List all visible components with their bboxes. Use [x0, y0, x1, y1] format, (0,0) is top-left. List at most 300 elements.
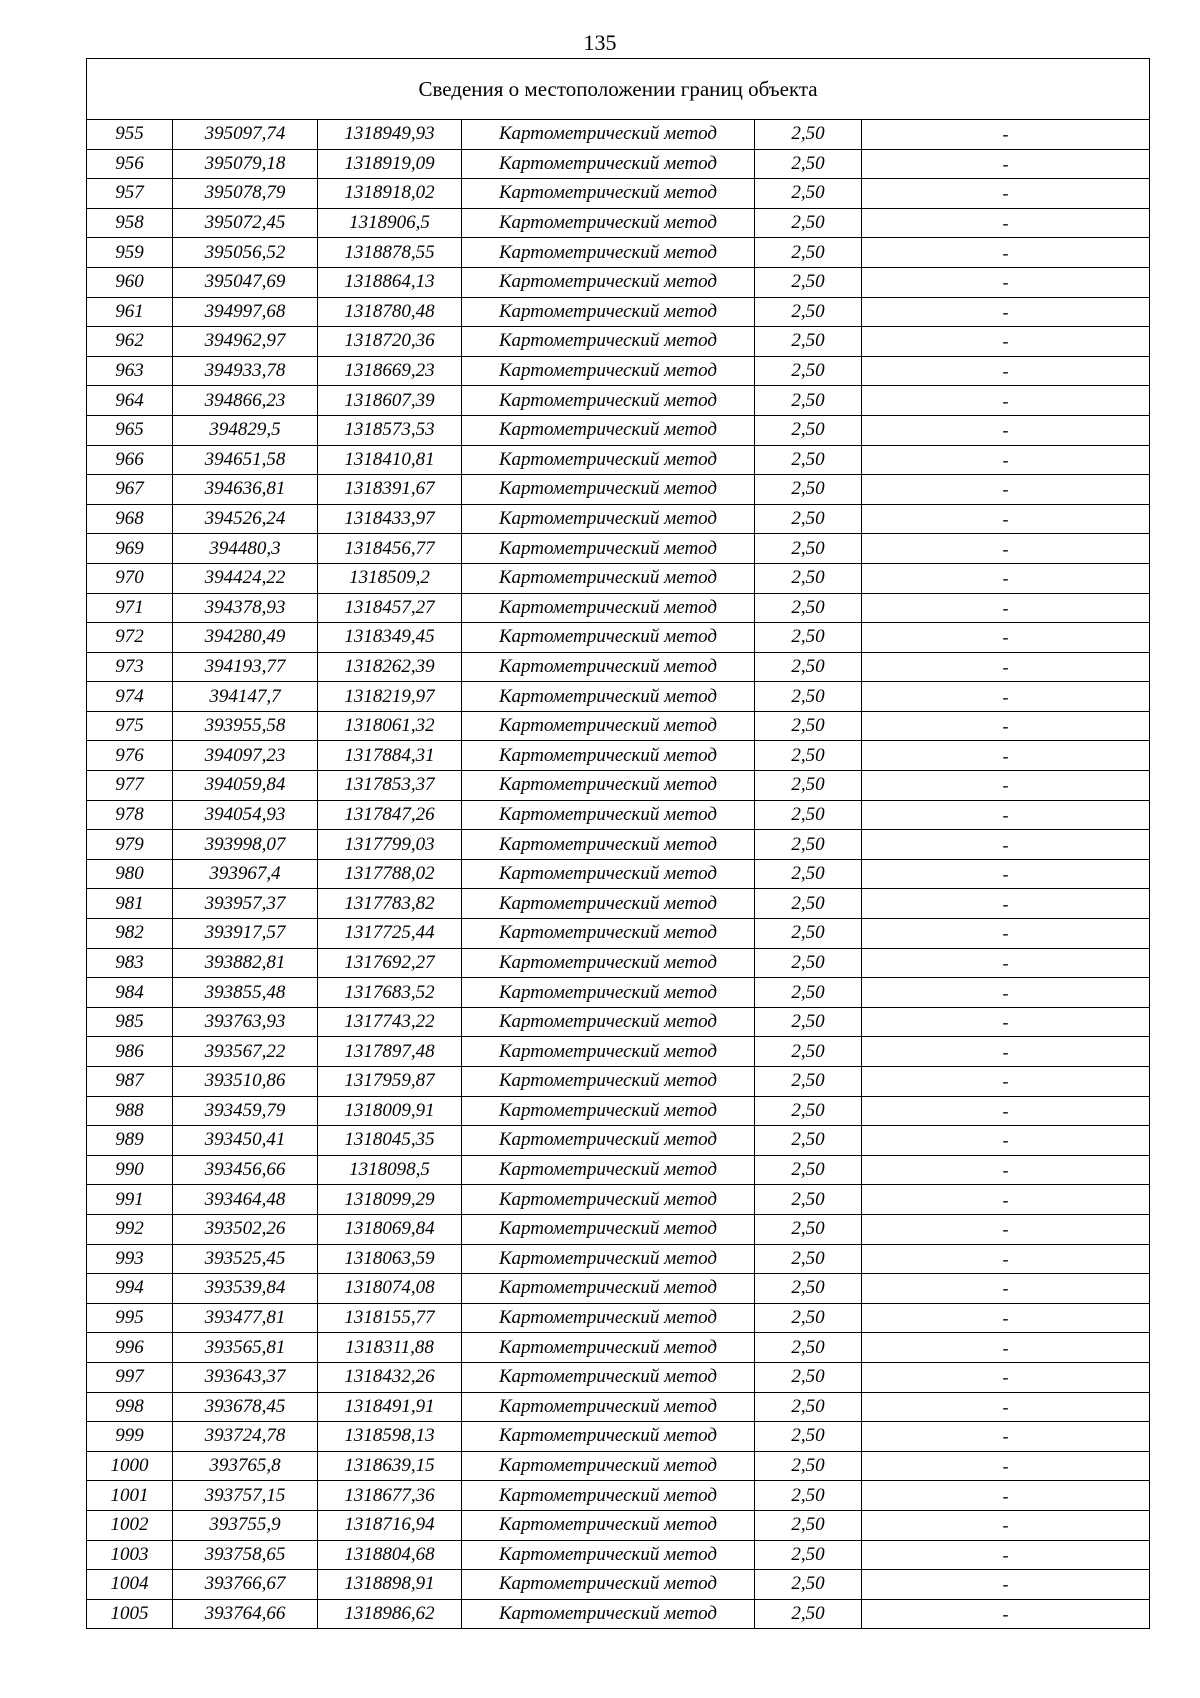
x-coordinate-cell: 393998,07 [173, 830, 318, 860]
accuracy-cell: 2,50 [755, 563, 862, 593]
point-number-cell: 973 [87, 652, 173, 682]
note-cell: - [862, 1067, 1150, 1097]
y-coordinate-cell: 1318045,35 [318, 1126, 462, 1156]
y-coordinate-cell: 1318878,55 [318, 238, 462, 268]
x-coordinate-cell: 393955,58 [173, 711, 318, 741]
point-number-cell: 977 [87, 771, 173, 801]
note-cell: - [862, 208, 1150, 238]
accuracy-cell: 2,50 [755, 800, 862, 830]
accuracy-cell: 2,50 [755, 1214, 862, 1244]
accuracy-cell: 2,50 [755, 1155, 862, 1185]
point-number-cell: 997 [87, 1362, 173, 1392]
x-coordinate-cell: 394193,77 [173, 652, 318, 682]
table-row [87, 475, 1150, 505]
method-cell: Картометрический метод [462, 534, 755, 564]
y-coordinate-cell: 1318607,39 [318, 386, 462, 416]
method-cell: Картометрический метод [462, 1185, 755, 1215]
table-row [87, 830, 1150, 860]
accuracy-cell: 2,50 [755, 1333, 862, 1363]
accuracy-cell: 2,50 [755, 593, 862, 623]
method-cell: Картометрический метод [462, 1333, 755, 1363]
method-cell: Картометрический метод [462, 1362, 755, 1392]
table-row [87, 889, 1150, 919]
table-row [87, 356, 1150, 386]
method-cell: Картометрический метод [462, 1451, 755, 1481]
accuracy-cell: 2,50 [755, 771, 862, 801]
accuracy-cell: 2,50 [755, 238, 862, 268]
x-coordinate-cell: 395097,74 [173, 120, 318, 150]
table-row [87, 1185, 1150, 1215]
x-coordinate-cell: 393724,78 [173, 1422, 318, 1452]
y-coordinate-cell: 1318009,91 [318, 1096, 462, 1126]
note-cell: - [862, 1333, 1150, 1363]
y-coordinate-cell: 1318456,77 [318, 534, 462, 564]
note-cell: - [862, 859, 1150, 889]
accuracy-cell: 2,50 [755, 534, 862, 564]
method-cell: Картометрический метод [462, 741, 755, 771]
y-coordinate-cell: 1317847,26 [318, 800, 462, 830]
x-coordinate-cell: 395072,45 [173, 208, 318, 238]
note-cell: - [862, 1451, 1150, 1481]
method-cell: Картометрический метод [462, 889, 755, 919]
y-coordinate-cell: 1318864,13 [318, 267, 462, 297]
table-row [87, 948, 1150, 978]
y-coordinate-cell: 1318573,53 [318, 415, 462, 445]
method-cell: Картометрический метод [462, 1067, 755, 1097]
x-coordinate-cell: 393764,66 [173, 1599, 318, 1629]
note-cell: - [862, 356, 1150, 386]
point-number-cell: 965 [87, 415, 173, 445]
table-row [87, 1096, 1150, 1126]
method-cell: Картометрический метод [462, 682, 755, 712]
x-coordinate-cell: 394829,5 [173, 415, 318, 445]
accuracy-cell: 2,50 [755, 1362, 862, 1392]
table-row [87, 504, 1150, 534]
method-cell: Картометрический метод [462, 1481, 755, 1511]
accuracy-cell: 2,50 [755, 623, 862, 653]
method-cell: Картометрический метод [462, 1214, 755, 1244]
table-row [87, 327, 1150, 357]
method-cell: Картометрический метод [462, 1599, 755, 1629]
note-cell: - [862, 652, 1150, 682]
table-row [87, 534, 1150, 564]
note-cell: - [862, 1244, 1150, 1274]
y-coordinate-cell: 1318509,2 [318, 563, 462, 593]
point-number-cell: 987 [87, 1067, 173, 1097]
point-number-cell: 1003 [87, 1540, 173, 1570]
y-coordinate-cell: 1318155,77 [318, 1303, 462, 1333]
accuracy-cell: 2,50 [755, 682, 862, 712]
note-cell: - [862, 593, 1150, 623]
note-cell: - [862, 120, 1150, 150]
point-number-cell: 980 [87, 859, 173, 889]
method-cell: Картометрический метод [462, 238, 755, 268]
y-coordinate-cell: 1318219,97 [318, 682, 462, 712]
note-cell: - [862, 978, 1150, 1008]
method-cell: Картометрический метод [462, 1510, 755, 1540]
method-cell: Картометрический метод [462, 593, 755, 623]
accuracy-cell: 2,50 [755, 415, 862, 445]
table-row [87, 682, 1150, 712]
method-cell: Картометрический метод [462, 267, 755, 297]
x-coordinate-cell: 394866,23 [173, 386, 318, 416]
table-row [87, 445, 1150, 475]
y-coordinate-cell: 1317959,87 [318, 1067, 462, 1097]
table-row [87, 267, 1150, 297]
x-coordinate-cell: 394636,81 [173, 475, 318, 505]
y-coordinate-cell: 1318598,13 [318, 1422, 462, 1452]
y-coordinate-cell: 1318720,36 [318, 327, 462, 357]
y-coordinate-cell: 1317743,22 [318, 1007, 462, 1037]
table-row [87, 1126, 1150, 1156]
x-coordinate-cell: 394933,78 [173, 356, 318, 386]
point-number-cell: 976 [87, 741, 173, 771]
note-cell: - [862, 1037, 1150, 1067]
point-number-cell: 1000 [87, 1451, 173, 1481]
method-cell: Картометрический метод [462, 386, 755, 416]
method-cell: Картометрический метод [462, 297, 755, 327]
y-coordinate-cell: 1318986,62 [318, 1599, 462, 1629]
note-cell: - [862, 238, 1150, 268]
x-coordinate-cell: 393456,66 [173, 1155, 318, 1185]
y-coordinate-cell: 1318919,09 [318, 149, 462, 179]
method-cell: Картометрический метод [462, 1570, 755, 1600]
x-coordinate-cell: 395056,52 [173, 238, 318, 268]
y-coordinate-cell: 1318780,48 [318, 297, 462, 327]
method-cell: Картометрический метод [462, 830, 755, 860]
y-coordinate-cell: 1317783,82 [318, 889, 462, 919]
point-number-cell: 978 [87, 800, 173, 830]
note-cell: - [862, 800, 1150, 830]
accuracy-cell: 2,50 [755, 830, 862, 860]
x-coordinate-cell: 394480,3 [173, 534, 318, 564]
x-coordinate-cell: 393967,4 [173, 859, 318, 889]
y-coordinate-cell: 1318639,15 [318, 1451, 462, 1481]
note-cell: - [862, 1126, 1150, 1156]
method-cell: Картометрический метод [462, 475, 755, 505]
y-coordinate-cell: 1318669,23 [318, 356, 462, 386]
point-number-cell: 984 [87, 978, 173, 1008]
note-cell: - [862, 1570, 1150, 1600]
x-coordinate-cell: 393464,48 [173, 1185, 318, 1215]
accuracy-cell: 2,50 [755, 859, 862, 889]
method-cell: Картометрический метод [462, 563, 755, 593]
table-row [87, 1274, 1150, 1304]
accuracy-cell: 2,50 [755, 711, 862, 741]
point-number-cell: 994 [87, 1274, 173, 1304]
method-cell: Картометрический метод [462, 652, 755, 682]
point-number-cell: 1002 [87, 1510, 173, 1540]
accuracy-cell: 2,50 [755, 1303, 862, 1333]
note-cell: - [862, 445, 1150, 475]
point-number-cell: 1005 [87, 1599, 173, 1629]
accuracy-cell: 2,50 [755, 504, 862, 534]
y-coordinate-cell: 1318063,59 [318, 1244, 462, 1274]
y-coordinate-cell: 1318804,68 [318, 1540, 462, 1570]
accuracy-cell: 2,50 [755, 741, 862, 771]
accuracy-cell: 2,50 [755, 1599, 862, 1629]
y-coordinate-cell: 1318432,26 [318, 1362, 462, 1392]
point-number-cell: 992 [87, 1214, 173, 1244]
table-row [87, 1362, 1150, 1392]
x-coordinate-cell: 394054,93 [173, 800, 318, 830]
table-body [87, 120, 1150, 1629]
note-cell: - [862, 179, 1150, 209]
x-coordinate-cell: 395047,69 [173, 267, 318, 297]
y-coordinate-cell: 1318949,93 [318, 120, 462, 150]
method-cell: Картометрический метод [462, 1274, 755, 1304]
method-cell: Картометрический метод [462, 771, 755, 801]
point-number-cell: 958 [87, 208, 173, 238]
note-cell: - [862, 1274, 1150, 1304]
accuracy-cell: 2,50 [755, 652, 862, 682]
method-cell: Картометрический метод [462, 1037, 755, 1067]
accuracy-cell: 2,50 [755, 1126, 862, 1156]
accuracy-cell: 2,50 [755, 1067, 862, 1097]
y-coordinate-cell: 1318457,27 [318, 593, 462, 623]
method-cell: Картометрический метод [462, 149, 755, 179]
table-row [87, 1540, 1150, 1570]
accuracy-cell: 2,50 [755, 1481, 862, 1511]
method-cell: Картометрический метод [462, 1244, 755, 1274]
accuracy-cell: 2,50 [755, 1007, 862, 1037]
accuracy-cell: 2,50 [755, 120, 862, 150]
point-number-cell: 968 [87, 504, 173, 534]
table-row [87, 1037, 1150, 1067]
accuracy-cell: 2,50 [755, 386, 862, 416]
method-cell: Картометрический метод [462, 948, 755, 978]
note-cell: - [862, 1096, 1150, 1126]
x-coordinate-cell: 394424,22 [173, 563, 318, 593]
table-row [87, 1214, 1150, 1244]
method-cell: Картометрический метод [462, 1422, 755, 1452]
accuracy-cell: 2,50 [755, 978, 862, 1008]
note-cell: - [862, 948, 1150, 978]
method-cell: Картометрический метод [462, 800, 755, 830]
y-coordinate-cell: 1318433,97 [318, 504, 462, 534]
point-number-cell: 988 [87, 1096, 173, 1126]
point-number-cell: 981 [87, 889, 173, 919]
table-title: Сведения о местоположении границ объекта [87, 59, 1150, 120]
note-cell: - [862, 623, 1150, 653]
x-coordinate-cell: 394997,68 [173, 297, 318, 327]
y-coordinate-cell: 1317853,37 [318, 771, 462, 801]
note-cell: - [862, 475, 1150, 505]
method-cell: Картометрический метод [462, 179, 755, 209]
point-number-cell: 990 [87, 1155, 173, 1185]
table-row [87, 238, 1150, 268]
x-coordinate-cell: 393539,84 [173, 1274, 318, 1304]
x-coordinate-cell: 393525,45 [173, 1244, 318, 1274]
method-cell: Картометрический метод [462, 356, 755, 386]
note-cell: - [862, 534, 1150, 564]
x-coordinate-cell: 393477,81 [173, 1303, 318, 1333]
table-row [87, 978, 1150, 1008]
accuracy-cell: 2,50 [755, 948, 862, 978]
accuracy-cell: 2,50 [755, 1451, 862, 1481]
table-row [87, 1392, 1150, 1422]
note-cell: - [862, 1007, 1150, 1037]
table-row [87, 711, 1150, 741]
x-coordinate-cell: 393565,81 [173, 1333, 318, 1363]
point-number-cell: 983 [87, 948, 173, 978]
note-cell: - [862, 1303, 1150, 1333]
table-row [87, 1244, 1150, 1274]
note-cell: - [862, 327, 1150, 357]
method-cell: Картометрический метод [462, 859, 755, 889]
note-cell: - [862, 1510, 1150, 1540]
y-coordinate-cell: 1317725,44 [318, 919, 462, 949]
y-coordinate-cell: 1317692,27 [318, 948, 462, 978]
method-cell: Картометрический метод [462, 120, 755, 150]
table-row [87, 415, 1150, 445]
table-row [87, 919, 1150, 949]
table-title-row [87, 59, 1150, 120]
point-number-cell: 970 [87, 563, 173, 593]
table-row [87, 208, 1150, 238]
accuracy-cell: 2,50 [755, 1185, 862, 1215]
point-number-cell: 1004 [87, 1570, 173, 1600]
x-coordinate-cell: 393450,41 [173, 1126, 318, 1156]
method-cell: Картометрический метод [462, 1392, 755, 1422]
accuracy-cell: 2,50 [755, 297, 862, 327]
x-coordinate-cell: 393757,15 [173, 1481, 318, 1511]
point-number-cell: 989 [87, 1126, 173, 1156]
x-coordinate-cell: 393510,86 [173, 1067, 318, 1097]
point-number-cell: 985 [87, 1007, 173, 1037]
accuracy-cell: 2,50 [755, 919, 862, 949]
note-cell: - [862, 1540, 1150, 1570]
x-coordinate-cell: 393763,93 [173, 1007, 318, 1037]
accuracy-cell: 2,50 [755, 267, 862, 297]
point-number-cell: 959 [87, 238, 173, 268]
method-cell: Картометрический метод [462, 711, 755, 741]
x-coordinate-cell: 393882,81 [173, 948, 318, 978]
table-row [87, 1007, 1150, 1037]
table-row [87, 179, 1150, 209]
method-cell: Картометрический метод [462, 1096, 755, 1126]
accuracy-cell: 2,50 [755, 1244, 862, 1274]
table-row [87, 1303, 1150, 1333]
y-coordinate-cell: 1317788,02 [318, 859, 462, 889]
accuracy-cell: 2,50 [755, 1510, 862, 1540]
x-coordinate-cell: 393502,26 [173, 1214, 318, 1244]
accuracy-cell: 2,50 [755, 475, 862, 505]
y-coordinate-cell: 1318410,81 [318, 445, 462, 475]
method-cell: Картометрический метод [462, 623, 755, 653]
point-number-cell: 964 [87, 386, 173, 416]
y-coordinate-cell: 1318491,91 [318, 1392, 462, 1422]
x-coordinate-cell: 393765,8 [173, 1451, 318, 1481]
accuracy-cell: 2,50 [755, 356, 862, 386]
method-cell: Картометрический метод [462, 415, 755, 445]
accuracy-cell: 2,50 [755, 208, 862, 238]
y-coordinate-cell: 1318918,02 [318, 179, 462, 209]
note-cell: - [862, 919, 1150, 949]
note-cell: - [862, 771, 1150, 801]
x-coordinate-cell: 393957,37 [173, 889, 318, 919]
table-row [87, 1422, 1150, 1452]
point-number-cell: 966 [87, 445, 173, 475]
y-coordinate-cell: 1318311,88 [318, 1333, 462, 1363]
x-coordinate-cell: 393459,79 [173, 1096, 318, 1126]
accuracy-cell: 2,50 [755, 1392, 862, 1422]
y-coordinate-cell: 1318906,5 [318, 208, 462, 238]
point-number-cell: 969 [87, 534, 173, 564]
x-coordinate-cell: 394280,49 [173, 623, 318, 653]
method-cell: Картометрический метод [462, 1155, 755, 1185]
point-number-cell: 957 [87, 179, 173, 209]
point-number-cell: 991 [87, 1185, 173, 1215]
method-cell: Картометрический метод [462, 327, 755, 357]
y-coordinate-cell: 1318074,08 [318, 1274, 462, 1304]
point-number-cell: 975 [87, 711, 173, 741]
x-coordinate-cell: 393855,48 [173, 978, 318, 1008]
method-cell: Картометрический метод [462, 208, 755, 238]
note-cell: - [862, 1392, 1150, 1422]
point-number-cell: 1001 [87, 1481, 173, 1511]
y-coordinate-cell: 1318391,67 [318, 475, 462, 505]
y-coordinate-cell: 1318677,36 [318, 1481, 462, 1511]
table-row [87, 149, 1150, 179]
table-row [87, 1067, 1150, 1097]
note-cell: - [862, 297, 1150, 327]
x-coordinate-cell: 393766,67 [173, 1570, 318, 1600]
x-coordinate-cell: 394147,7 [173, 682, 318, 712]
table-row [87, 1599, 1150, 1629]
note-cell: - [862, 563, 1150, 593]
note-cell: - [862, 1214, 1150, 1244]
boundary-coordinates-table [86, 58, 1150, 1629]
point-number-cell: 955 [87, 120, 173, 150]
note-cell: - [862, 1155, 1150, 1185]
x-coordinate-cell: 393755,9 [173, 1510, 318, 1540]
y-coordinate-cell: 1318898,91 [318, 1570, 462, 1600]
note-cell: - [862, 1599, 1150, 1629]
y-coordinate-cell: 1317897,48 [318, 1037, 462, 1067]
point-number-cell: 979 [87, 830, 173, 860]
method-cell: Картометрический метод [462, 1303, 755, 1333]
point-number-cell: 960 [87, 267, 173, 297]
method-cell: Картометрический метод [462, 1540, 755, 1570]
point-number-cell: 961 [87, 297, 173, 327]
page-number: 135 [583, 30, 617, 55]
y-coordinate-cell: 1318262,39 [318, 652, 462, 682]
point-number-cell: 993 [87, 1244, 173, 1274]
accuracy-cell: 2,50 [755, 1540, 862, 1570]
y-coordinate-cell: 1318349,45 [318, 623, 462, 653]
y-coordinate-cell: 1317683,52 [318, 978, 462, 1008]
table-row [87, 1451, 1150, 1481]
method-cell: Картометрический метод [462, 504, 755, 534]
y-coordinate-cell: 1317799,03 [318, 830, 462, 860]
x-coordinate-cell: 395079,18 [173, 149, 318, 179]
y-coordinate-cell: 1317884,31 [318, 741, 462, 771]
point-number-cell: 974 [87, 682, 173, 712]
x-coordinate-cell: 394059,84 [173, 771, 318, 801]
table-row [87, 1333, 1150, 1363]
x-coordinate-cell: 394378,93 [173, 593, 318, 623]
table-row [87, 1510, 1150, 1540]
x-coordinate-cell: 393758,65 [173, 1540, 318, 1570]
note-cell: - [862, 830, 1150, 860]
note-cell: - [862, 1362, 1150, 1392]
y-coordinate-cell: 1318099,29 [318, 1185, 462, 1215]
x-coordinate-cell: 394526,24 [173, 504, 318, 534]
table-row [87, 386, 1150, 416]
point-number-cell: 967 [87, 475, 173, 505]
accuracy-cell: 2,50 [755, 149, 862, 179]
